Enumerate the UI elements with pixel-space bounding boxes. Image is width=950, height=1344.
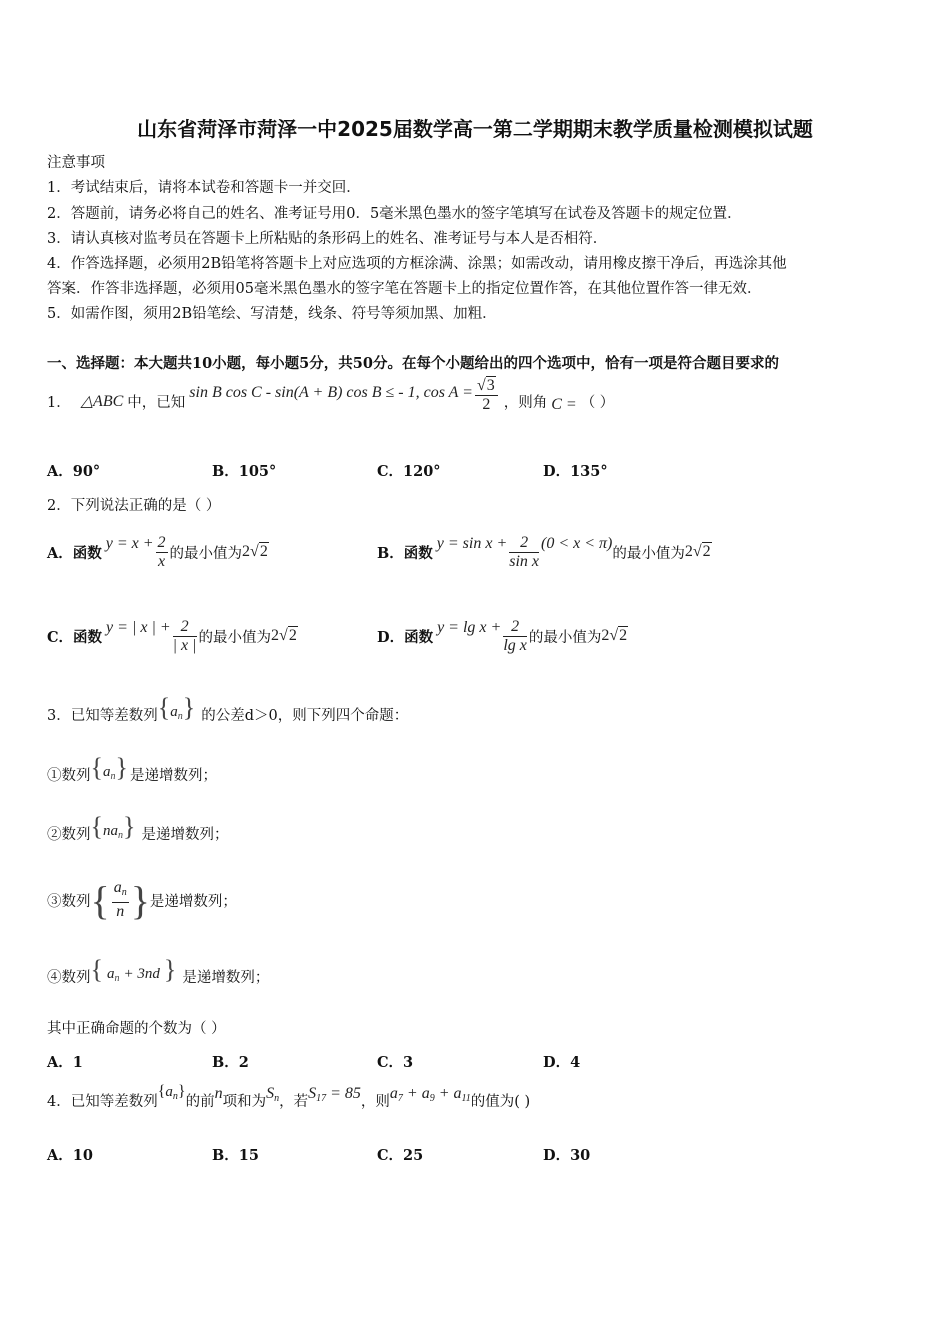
section-heading: 一、选择题：本大题共10小题，每小题5分，共50分。在每个小题给出的四个选项中，恰有一项是符合题目要求的	[47, 355, 779, 372]
q1-post: ，则角	[503, 394, 548, 411]
q2-d-label: D．函数	[377, 628, 434, 646]
question-3	[47, 693, 409, 732]
q2-d-num: 2	[503, 618, 527, 637]
q4-sum: $a_7 + a_9 + a_{11}$	[389, 1084, 471, 1104]
q3-item-4-seq: { $a_n + 3nd$ }	[90, 955, 177, 984]
q4-sn: $S_n$	[266, 1084, 280, 1104]
notice-heading: 注意事项	[47, 155, 105, 171]
q2-option-c[interactable]	[47, 612, 298, 660]
q2-d-expr: y = lg x +	[437, 619, 502, 636]
q4-option-c[interactable]: C．25	[377, 1147, 424, 1164]
q1-option-a[interactable]: A．90°	[47, 463, 101, 480]
q3-option-a[interactable]: A．1	[47, 1054, 83, 1071]
q3-item-4: ④数列 { $a_n + 3nd$ } 是递增数列；	[47, 955, 270, 986]
q2-c-den: | x |	[172, 636, 197, 654]
q4-s17: $S_{17} = 85$	[308, 1084, 361, 1104]
q3-item-2-seq: $\{na_n\}$	[90, 812, 136, 841]
q2-d-post: 的最小值为	[528, 629, 602, 646]
q2-option-a[interactable]	[47, 528, 269, 576]
q1-angle: C =	[551, 396, 577, 413]
q4-option-a[interactable]: A．10	[47, 1147, 93, 1164]
q1-option-b[interactable]: B．105°	[212, 463, 277, 480]
q3-pre: 3．已知等差数列	[47, 707, 158, 724]
q2-b-range: (0 < x < π)	[541, 535, 613, 552]
q2-c-num: 2	[173, 618, 197, 637]
q2-d-min: 2√2	[601, 627, 628, 644]
q3-item-1: ①数列 $\{a_n\}$ 是递增数列；	[47, 753, 217, 784]
notice-item-5: 5．如需作图，须用2B铅笔绘、写清楚，线条、符号等须加黑、加粗．	[47, 306, 497, 322]
q2-c-expr: y = | x | +	[106, 619, 171, 636]
q2-c-post: 的最小值为	[198, 629, 272, 646]
q2-option-d[interactable]	[377, 612, 628, 660]
q2-b-num: 2	[509, 534, 539, 553]
q3-item-1-seq: $\{a_n\}$	[90, 753, 128, 782]
q2-a-post: 的最小值为	[169, 545, 243, 562]
q1-cos-fraction: $\frac{√3}{2}$	[475, 377, 498, 414]
notice-item-2: 2．答题前，请务必将自己的姓名、准考证号用0．5毫米黑色墨水的签字笔填写在试卷及答题卡的规定位置．	[47, 206, 742, 222]
q3-question: 其中正确命题的个数为（ ）	[47, 1021, 226, 1037]
question-2: 2．下列说法正确的是（ ）	[47, 498, 221, 514]
q2-a-label: A．函数	[47, 544, 102, 562]
q2-b-label: B．函数	[377, 544, 433, 562]
q1-triangle: △ABC	[80, 393, 124, 410]
q4-option-b[interactable]: B．15	[212, 1147, 259, 1164]
q2-c-fraction	[173, 618, 197, 655]
q4-seq: $\{a_n\}$	[157, 1082, 186, 1102]
q1-frac-num: 3	[486, 376, 495, 394]
page-title: 山东省菏泽市菏泽一中2025届数学高一第二学期期末教学质量检测模拟试题	[137, 117, 813, 141]
q1-option-c[interactable]: C．120°	[377, 463, 441, 480]
question-4: 4．已知等差数列 $\{a_n\}$ 的前 n 项和为 $S_n$ ，若 $S_{17} = 85$ ，则 $a_7 + a_9 + a_{11}$ 的值为( )	[47, 1082, 531, 1110]
q2-a-expr: y = x +	[105, 535, 154, 552]
q3-seq: $\{a_n\}$	[157, 693, 196, 722]
q2-b-expr: y = sin x +	[436, 535, 508, 552]
q2-b-post: 的最小值为	[612, 545, 685, 562]
notice-item-1: 1．考试结束后，请将本试卷和答题卡一并交回．	[47, 180, 361, 196]
notice-item-3: 3．请认真核对监考员在答题卡上所粘贴的条形码上的姓名、准考证号与本人是否相符．	[47, 231, 608, 247]
q2-b-den: sin x	[509, 552, 540, 570]
q3-option-b[interactable]: B．2	[212, 1054, 249, 1071]
question-1	[47, 376, 614, 426]
q3-option-d[interactable]: D．4	[543, 1054, 581, 1071]
q2-a-den: x	[157, 552, 166, 570]
q4-option-d[interactable]: D．30	[543, 1147, 591, 1164]
q1-option-d[interactable]: D．135°	[543, 463, 608, 480]
q2-b-min: 2√2	[684, 543, 711, 560]
q2-option-b[interactable]	[377, 528, 712, 576]
q1-expression: sin B cos C - sin(A + B) cos B ≤ - 1, cos A =	[189, 384, 473, 401]
q2-c-min: 2√2	[271, 627, 297, 644]
q2-d-den: lg x	[503, 636, 527, 654]
notice-item-4: 4．作答选择题，必须用2B铅笔将答题卡上对应选项的方框涂满、涂黑；如需改动，请用橡皮擦干净后，再选涂其他	[47, 256, 787, 272]
q1-frac-den: 2	[482, 395, 491, 413]
notice-item-4-cont: 答案．作答非选择题，必须用05毫米黑色墨水的签字笔在答题卡上的指定位置作答，在其他位置作答一律无效．	[47, 281, 762, 297]
q1-paren: （ ）	[580, 394, 615, 411]
q1-pre: 中，已知	[127, 394, 186, 411]
q2-d-fraction	[503, 618, 527, 655]
q3-item-3-fraction: $\frac{a_n}{n}$	[113, 879, 127, 920]
q3-option-c[interactable]: C．3	[377, 1054, 414, 1071]
q2-a-min: 2√2	[242, 543, 268, 560]
q2-a-num: 2	[157, 533, 166, 551]
q2-b-fraction	[509, 534, 539, 571]
q1-number: 1．	[47, 394, 71, 411]
q3-item-2: ②数列 $\{na_n\}$ 是递增数列；	[47, 812, 229, 843]
q3-post: 的公差d＞0，则下列四个命题：	[201, 707, 409, 724]
q2-a-fraction	[156, 534, 168, 571]
q3-item-3: ③数列 { $\frac{a_n}{n}$ } 是递增数列；	[47, 877, 237, 923]
q2-c-label: C．函数	[47, 628, 103, 646]
